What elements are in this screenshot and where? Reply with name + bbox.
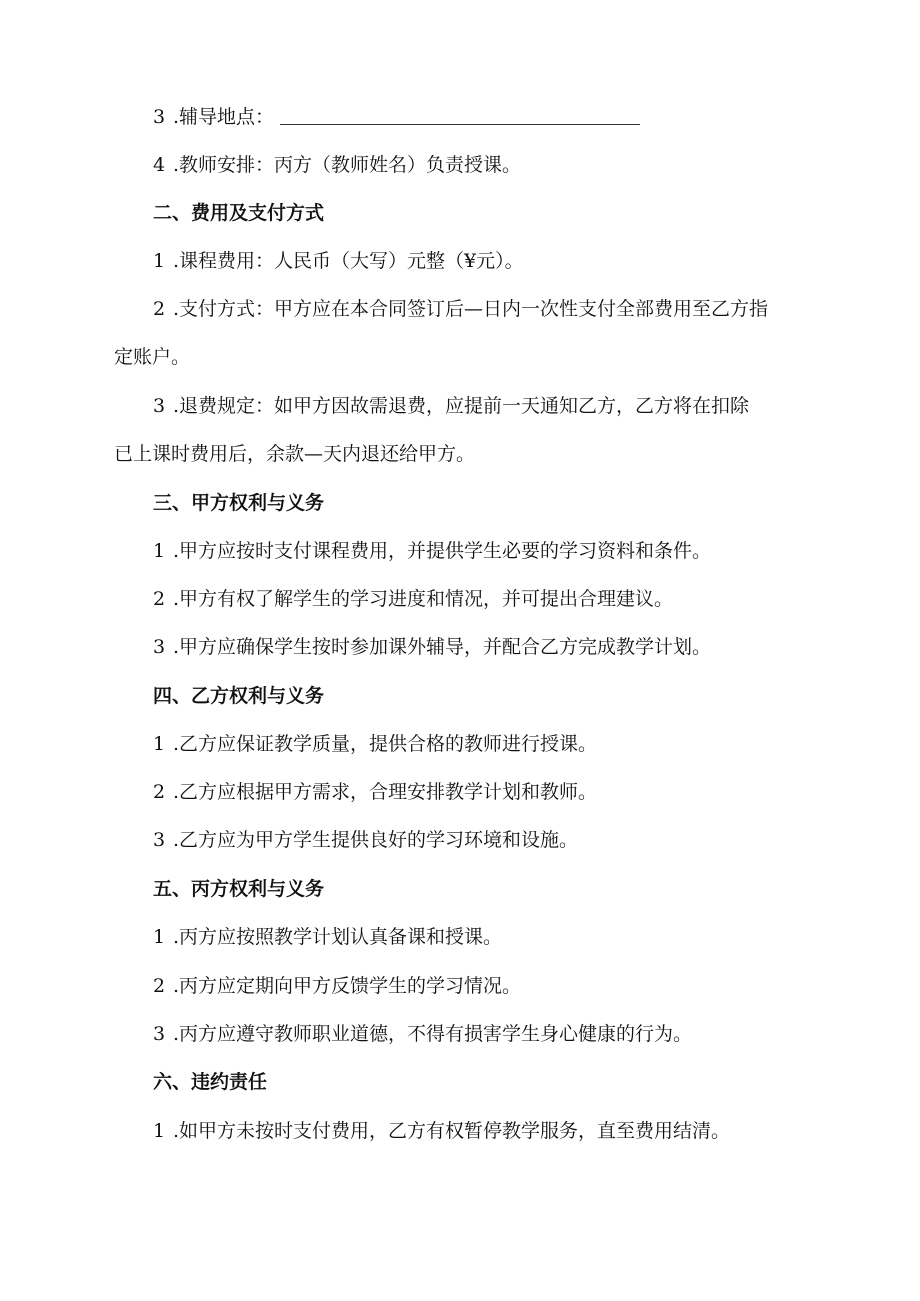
clause-number: 4 xyxy=(153,154,166,176)
clause-party-a-2 xyxy=(0,586,920,612)
clause-number: 1 xyxy=(153,540,166,562)
clause-text: .丙方应遵守教师职业道德，不得有损害学生身心健康的行为。 xyxy=(173,1023,693,1045)
clause-party-b-3 xyxy=(0,827,920,853)
clause-number: 2 xyxy=(153,298,166,320)
clause-number: 1 xyxy=(153,926,166,948)
clause-number: 2 xyxy=(153,781,166,803)
clause-party-b-1 xyxy=(0,731,920,757)
clause-continuation: 定账户。 xyxy=(114,346,191,368)
section-heading-liability: 六、违约责任 xyxy=(153,1071,268,1093)
clause-course-fee xyxy=(0,248,920,274)
clause-number: 2 xyxy=(153,588,166,610)
clause-party-a-1 xyxy=(0,538,920,564)
section-heading-party-a: 三、甲方权利与义务 xyxy=(153,492,325,514)
clause-text: .乙方应根据甲方需求，合理安排教学计划和教师。 xyxy=(173,781,598,803)
clause-number: 1 xyxy=(153,250,166,272)
clause-text: .丙方应按照教学计划认真备课和授课。 xyxy=(173,926,503,948)
clause-party-c-3 xyxy=(0,1021,920,1047)
clause-number: 3 xyxy=(153,829,166,851)
clause-number: 3 xyxy=(153,395,166,417)
clause-liability-1 xyxy=(0,1118,920,1144)
clause-text: .甲方应按时支付课程费用，并提供学生必要的学习资料和条件。 xyxy=(173,540,712,562)
section-heading-fees: 二、费用及支付方式 xyxy=(153,202,325,224)
clause-payment-method xyxy=(0,296,920,322)
clause-number: 1 xyxy=(153,733,166,755)
clause-party-a-3 xyxy=(0,634,920,660)
clause-text: .退费规定：如甲方因故需退费，应提前一天通知乙方，乙方将在扣除 xyxy=(173,395,750,417)
clause-text: .支付方式：甲方应在本合同签订后—日内一次性支付全部费用至乙方指 xyxy=(173,298,769,320)
clause-text: .甲方应确保学生按时参加课外辅导，并配合乙方完成教学计划。 xyxy=(173,636,712,658)
clause-teacher-arrangement xyxy=(0,152,920,178)
clause-party-b-2 xyxy=(0,779,920,805)
section-heading-party-b: 四、乙方权利与义务 xyxy=(153,685,325,707)
clause-tutoring-location xyxy=(0,104,920,130)
clause-number: 3 xyxy=(153,636,166,658)
clause-text: .教师安排：丙方（教师姓名）负责授课。 xyxy=(173,154,522,176)
clause-text: .甲方有权了解学生的学习进度和情况，并可提出合理建议。 xyxy=(173,588,674,610)
clause-refund-policy xyxy=(0,393,920,419)
clause-text: .课程费用：人民币（大写）元整（¥元）。 xyxy=(173,250,524,272)
clause-number: 2 xyxy=(153,975,166,997)
clause-number: 3 xyxy=(153,1023,166,1045)
clause-text: .乙方应为甲方学生提供良好的学习环境和设施。 xyxy=(173,829,579,851)
clause-number: 1 xyxy=(153,1120,166,1142)
clause-text: .辅导地点： xyxy=(173,106,275,128)
fill-in-blank-line xyxy=(280,106,640,125)
clause-party-c-2 xyxy=(0,973,920,999)
clause-party-c-1 xyxy=(0,924,920,950)
clause-number: 3 xyxy=(153,106,166,128)
clause-text: .丙方应定期向甲方反馈学生的学习情况。 xyxy=(173,975,522,997)
section-heading-party-c: 五、丙方权利与义务 xyxy=(153,878,325,900)
clause-text: .乙方应保证教学质量，提供合格的教师进行授课。 xyxy=(173,733,598,755)
clause-continuation: 已上课时费用后，余款—天内退还给甲方。 xyxy=(114,443,476,465)
clause-text: .如甲方未按时支付费用，乙方有权暂停教学服务，直至费用结清。 xyxy=(173,1120,731,1142)
